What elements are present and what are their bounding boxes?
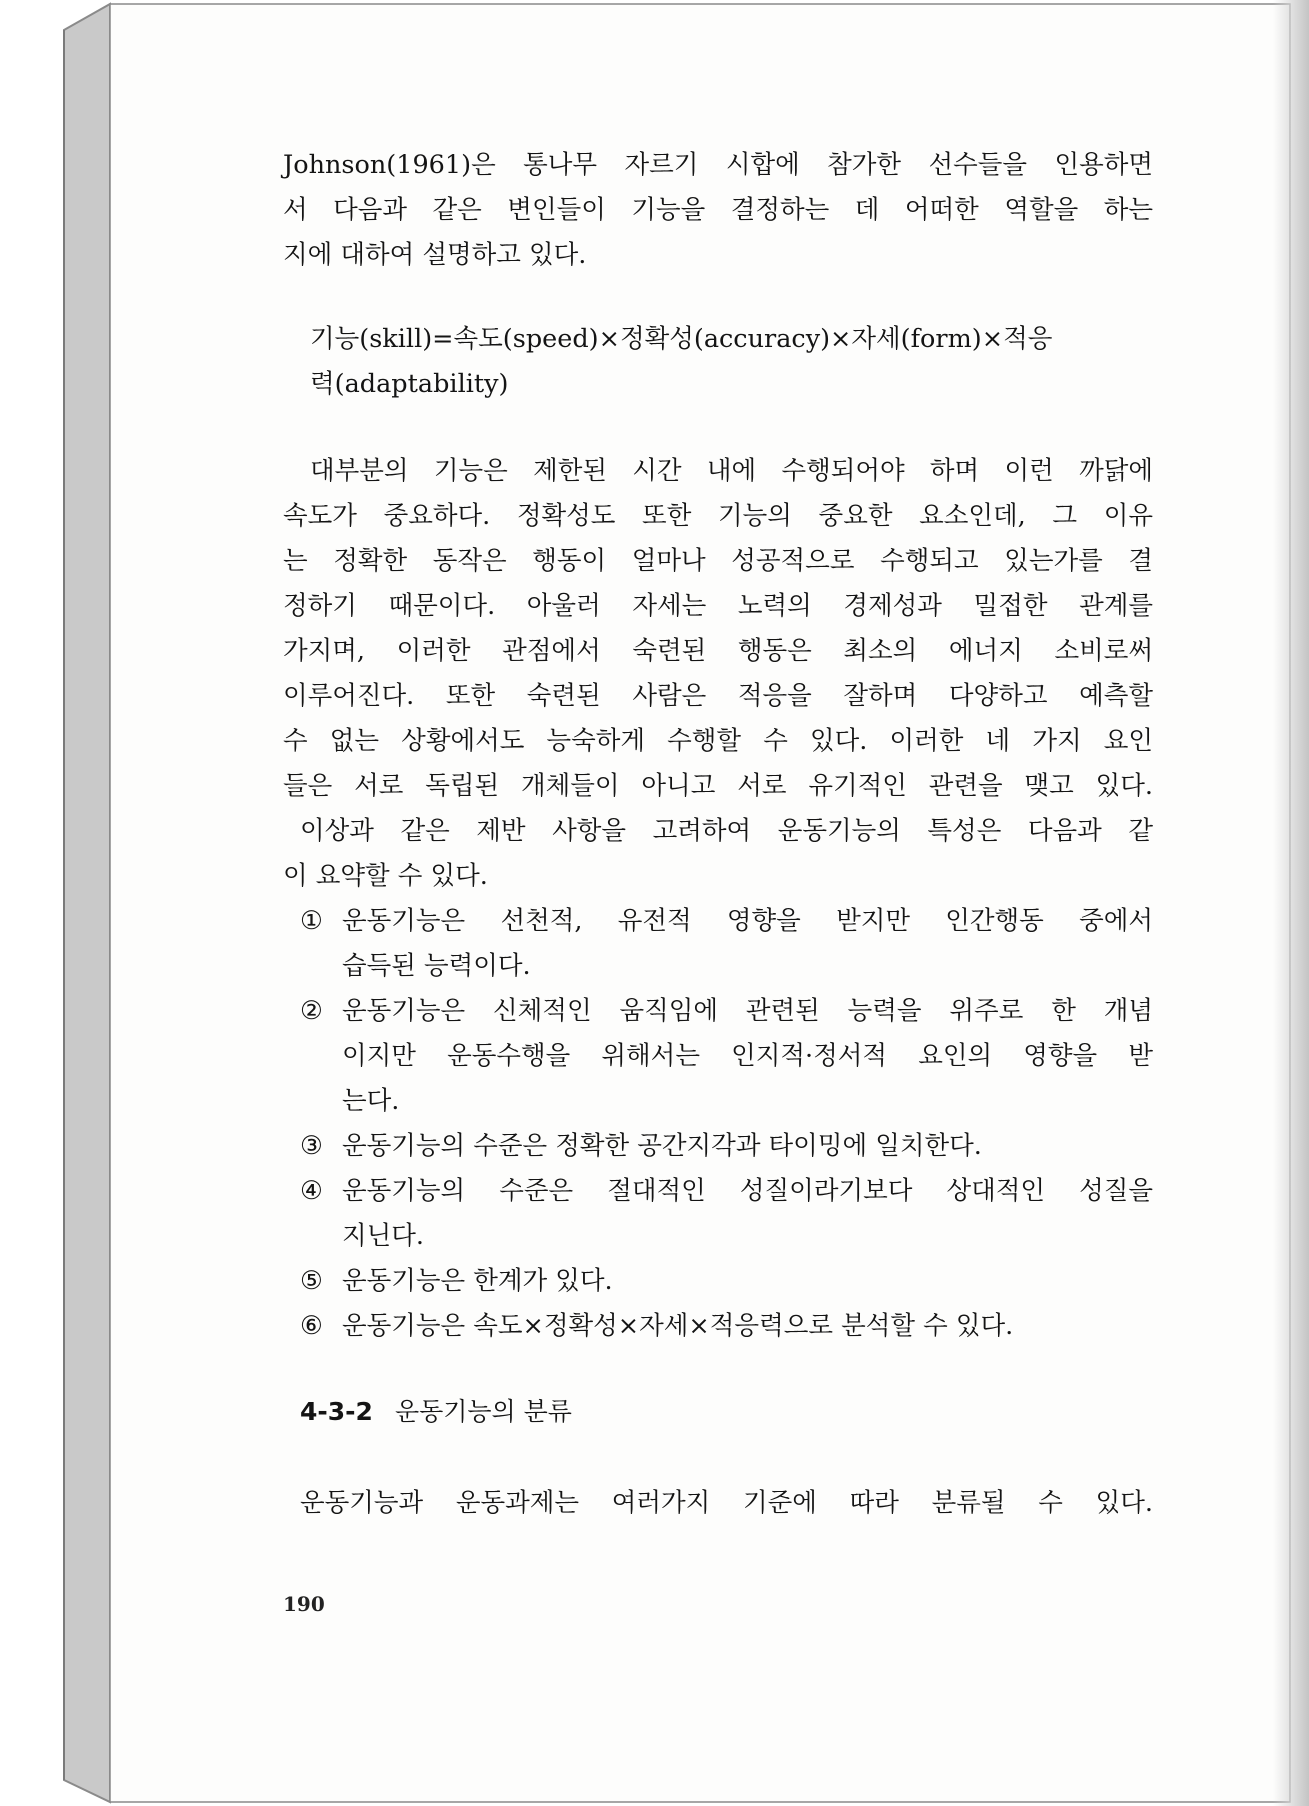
text-line: 가지며, 이러한 관점에서 숙련된 행동은 최소의 에너지 소비로써 — [283, 636, 1153, 666]
text-line: 이 요약할 수 있다. — [283, 861, 488, 891]
formula-line: 력(adaptability) — [310, 369, 509, 399]
list-item — [300, 899, 1153, 989]
text-line: 운동기능은 신체적인 움직임에 관련된 능력을 위주로 한 개념 — [342, 996, 1153, 1026]
text-line: Johnson(1961)은 통나무 자르기 시합에 참가한 선수들을 인용하면 — [283, 150, 1153, 180]
list-item-number: ③ — [300, 1131, 323, 1161]
list-item-number: ② — [300, 996, 323, 1026]
paragraph-classification — [283, 1481, 1153, 1526]
list-item-text — [342, 1169, 1153, 1259]
list-item — [300, 1169, 1153, 1259]
text-line: 운동기능은 속도×정확성×자세×적응력으로 분석할 수 있다. — [342, 1311, 1014, 1341]
text-line: 운동기능과 운동과제는 여러가지 기준에 따라 분류될 수 있다. — [300, 1488, 1153, 1518]
section-heading — [300, 1389, 1153, 1434]
text-line: 수 없는 상황에서도 능숙하게 수행할 수 있다. 이러한 네 가지 요인 — [283, 726, 1153, 756]
text-line: 는다. — [342, 1086, 400, 1116]
list-item — [300, 1304, 1153, 1349]
text-line: 지에 대하여 설명하고 있다. — [283, 240, 587, 270]
list-item-text — [342, 899, 1153, 989]
list-item-number: ⑥ — [300, 1311, 323, 1341]
list-item — [300, 1124, 1153, 1169]
section-number: 4-3-2 — [300, 1397, 373, 1426]
text-line: 정하기 때문이다. 아울러 자세는 노력의 경제성과 밀접한 관계를 — [283, 591, 1153, 621]
list-item-text — [342, 989, 1153, 1124]
skill-characteristics-list — [300, 899, 1153, 1349]
paragraph-intro — [283, 143, 1153, 278]
list-item — [300, 1259, 1153, 1304]
text-line: 운동기능의 수준은 절대적인 성질이라기보다 상대적인 성질을 — [342, 1176, 1153, 1206]
text-line: 지닌다. — [342, 1221, 425, 1251]
text-line: 운동기능은 한계가 있다. — [342, 1266, 613, 1296]
formula-line: 기능(skill)=속도(speed)×정확성(accuracy)×자세(form)×적응 — [310, 324, 1053, 354]
text-line: 운동기능의 수준은 정확한 공간지각과 타이밍에 일치한다. — [342, 1131, 982, 1161]
text-line: 는 정확한 동작은 행동이 얼마나 성공적으로 수행되고 있는가를 결 — [283, 546, 1153, 576]
text-line: 대부분의 기능은 제한된 시간 내에 수행되어야 하며 이런 까닭에 — [310, 456, 1153, 486]
page-edge-shadow — [1273, 0, 1309, 1806]
list-item — [300, 989, 1153, 1124]
text-line: 서 다음과 같은 변인들이 기능을 결정하는 데 어떠한 역할을 하는 — [283, 195, 1153, 225]
paragraph-explanation — [283, 449, 1153, 809]
text-line: 이지만 운동수행을 위해서는 인지적·정서적 요인의 영향을 받 — [342, 1041, 1153, 1071]
text-line: 이상과 같은 제반 사항을 고려하여 운동기능의 특성은 다음과 같 — [300, 816, 1153, 846]
list-item-number: ④ — [300, 1176, 323, 1206]
list-item-number: ① — [300, 906, 323, 936]
list-item-text — [342, 1304, 1153, 1349]
page-number: 190 — [283, 1592, 325, 1616]
paragraph-summary-intro — [283, 809, 1153, 899]
list-item-text — [342, 1259, 1153, 1304]
list-item-text — [342, 1124, 1153, 1169]
text-line: 습득된 능력이다. — [342, 951, 531, 981]
section-title: 운동기능의 분류 — [394, 1397, 572, 1426]
text-line: 들은 서로 독립된 개체들이 아니고 서로 유기적인 관련을 맺고 있다. — [283, 771, 1153, 801]
text-line: 운동기능은 선천적, 유전적 영향을 받지만 인간행동 중에서 — [342, 906, 1153, 936]
page-content — [283, 143, 1153, 1526]
list-item-number: ⑤ — [300, 1266, 323, 1296]
skill-formula — [283, 317, 1153, 407]
text-line: 이루어진다. 또한 숙련된 사람은 적응을 잘하며 다양하고 예측할 — [283, 681, 1153, 711]
text-line: 속도가 중요하다. 정확성도 또한 기능의 중요한 요소인데, 그 이유 — [283, 501, 1153, 531]
